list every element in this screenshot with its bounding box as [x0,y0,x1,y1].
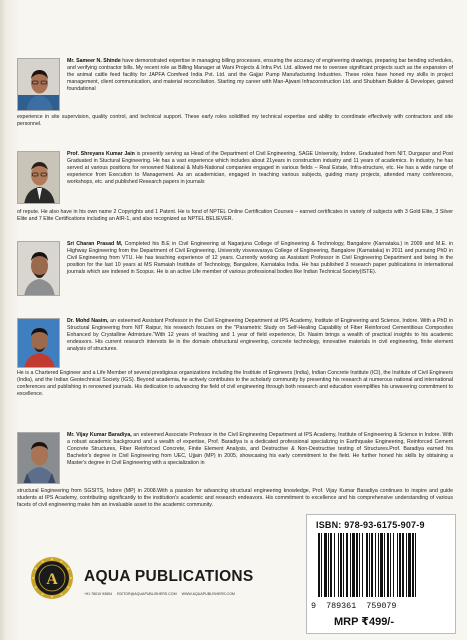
bio-body: an esteemed Associate Professor in the Civil Engineering Department at IPS Academy, Institute of Engineering & Science in Indore. With a robust academic background and a wealth of expertise, Prof. Baradiya is a dedicated professional specializing in Earthquake Engineering, Reinforced Cement Concrete Structures, Fiber Reinforced Concrete, Finite Element Analysis, and Destructive & Non-Destructive testing of Structures.Prof. Baradiya earned his Bachelor's degree in Civil Engineering from UEC, Ujjain (MP) in 2005, showcasing his early commitment to the field. He further honed his skills by obtaining a Master's degree in Civil Engineering with a specialization in [67,432,453,466]
barcode-bar [393,533,394,597]
phone-text: +91 78010 93654 [84,592,113,596]
barcode-digits: 9 789361 759079 [311,601,397,611]
author-name: Prof. Shreyans Kumar Jain [67,151,135,157]
barcode [316,533,448,599]
barcode-bar [390,533,391,597]
author-name: Dr. Mohd Nasim, [67,318,109,324]
author-photo [17,58,60,111]
publisher-logo [30,556,74,600]
price-label: MRP ₹499/- [334,616,395,628]
barcode-bar [397,533,398,597]
barcode-bar [384,533,385,597]
logo-letter: A [46,571,58,588]
barcode-bar [366,533,368,597]
website-text: WWW.AQUAPUBLISHERS.COM [181,592,235,596]
barcode-bar [356,533,358,597]
barcode-bar [328,533,329,597]
bio-body: have demonstrated expertise in managing billing processes, ensuring the accuracy of engineering drawings, preparing bar bending schedules, and verifying contractor bills. My recent role as Billing Manager at Wani Projects & Infra Pvt. Ltd. allowed me to oversee significant projects such as the expansion of the animal cattle feed facility for JAPFA Comfeed India Pvt. Ltd. and the Gajjar Pump Manufacturing Industries. These roles have honed my skills in project management, client communication, and material reconciliation. Starting my career with Man-Ajwani Infraconstruction Ltd. and Shubham Builder & Developer, gained foundational [67,58,454,92]
isbn-barcode-panel [306,514,456,634]
author-name: Mr. Sameer N. Shinde [67,58,121,64]
bio-body: is presently serving as Head of the Department of Civil Engineering, SAGE University, Indore. Graduated from NIT, Durgapur and Post Graduated in Stuctural Engineering. He has a vast experience which includes about 21years in construction industry and 11 years of academics. In industry, he has served at various positions for renowned National & Multi-National companies engaged in various fields – Real Estate, Infra-structure, etc. He has a wide range of experience from Execution to Management. As an academician, engaged in teaching various subjects, guiding many projects, attended many conferences, workshops, etc. and published Research papers in journals [67,151,453,185]
author-photo [17,432,60,484]
barcode-bar [334,533,335,597]
barcode-bar [318,533,320,597]
barcode-bar [346,533,348,597]
barcode-bar [369,533,370,597]
barcode-bar [408,533,411,597]
barcode-bar [321,533,322,597]
bio-text [67,151,453,186]
barcode-bar [338,533,339,597]
publisher-contact [84,592,239,596]
barcode-bar [380,533,383,597]
barcode-bar [340,533,342,597]
bio-text [67,318,453,353]
bio-text [67,432,453,467]
barcode-bar [371,533,373,597]
email-text: EDITOR@AQUAPUBLISHERS.COM [117,592,177,596]
isbn-label: ISBN: 978-93-6175-907-9 [316,520,425,530]
author-photo [17,151,60,204]
barcode-bar [352,533,355,597]
bio-text [67,241,453,276]
author-photo [17,318,60,368]
bio-continuation: experience in site supervision, quality control, and technical support. These early roles solidified my technical expertise and ability to coordinate effectively with contractors and site personnel. [17,114,453,127]
bio-continuation: He is a Chartered Engineer and a Life Member of several prestigious organizations including the Institute of Engineers (India), Indian Concrete Institute (ICI), the Institute of Civil Engineers (India), and the Indian Geotechnical Society (IGS). Beyond academia, he actively contributes to the scholarly community by presenting his research at numerous national and international conferences and publishing in renowned journals. His dedication to advancing the field of civil engineering through both research and education exemplifies his unwavering commitment to excellence. [17,370,453,397]
barcode-bar [362,533,363,597]
barcode-bar [406,533,407,597]
barcode-bar [399,533,401,597]
barcode-bar [375,533,376,597]
bio-continuation: of repute. He also have in his own name 2 Copyrights and 1 Patent. He is fond of NPTEL Online Certification Courses – earned certificates in variety of subjects with 3 Gold Elite, 3 Silver Elite and 7 Elite Certifications including an AIR-1, and also recognized as NPTEL BELIEVER. [17,209,453,222]
author-name: Sri Charan Prasad M, [67,241,123,247]
bio-text [67,58,453,93]
barcode-bar [343,533,344,597]
publisher-name: AQUA PUBLICATIONS [84,568,254,585]
author-name: Mr. Vijay Kumar Baradiya, [67,432,132,438]
barcode-bar [330,533,332,597]
bio-body: an esteemed Assistant Professor in the Civil Engineering Department at IPS Academy, Institute of Engineering and Science, Indore. With a PhD in Structural Engineering from NIT Raipur, his research focuses on the "Parametric Study on Self-Healing Capability of Fiber Reinforced Cementitious Composites Enhanced by Crystalline Admixture."With 12 years of teaching and 1 year of field experience, Dr. Nasim brings a wealth of practical insights to his academic endeavors. His current research interests lie in the domain ofstructural engineering, concrete technology, innovative materials in civil engineering, finite element analysis of structures. [67,318,453,352]
barcode-bar [402,533,404,597]
bio-body: Completed his B.E in Civil Engineering at Nagarjuna College of Engineering & Technology, Bangalore (Karnataka.) in 2009 and M.E. in Highway Engineering from the Department of Civil Engineering, University visvesvaraya College of Engineering, Bangalore (Karnataka) in 2011 and pursuing PhD in Civil Engineering from VTU. He has teaching experience of 12 years. Currently working as Assistant Professor in Civil Engineering Department and being in the position for the last 10 years at MS Ramaiah Institute of Technology, Bangalore, Karnataka India. He has published 3 research paper publications in international journals which are indexed in Scopus. He is an active Life member of various professional bodies like Indian Technical Society(ISTE). [67,241,454,275]
barcode-bar [412,533,414,597]
barcode-bar [378,533,379,597]
barcode-bar [387,533,389,597]
bio-continuation: structural Engineering from SGSITS, Indore (MP) in 2008.With a passion for advancing structural engineering knowledge, Prof. Vijay Kumar Baradiya continues to inspire and guide students at IPS Academy, contributing significantly to the institution's academic and research endeavors. His commitment to excellence and his comprehensive understanding of various facets of civil engineering make him an invaluable asset to the academic community. [17,488,453,508]
barcode-bar [350,533,351,597]
barcode-bar [324,533,327,597]
author-photo [17,241,60,296]
barcode-bar [359,533,360,597]
barcode-bar [415,533,416,597]
